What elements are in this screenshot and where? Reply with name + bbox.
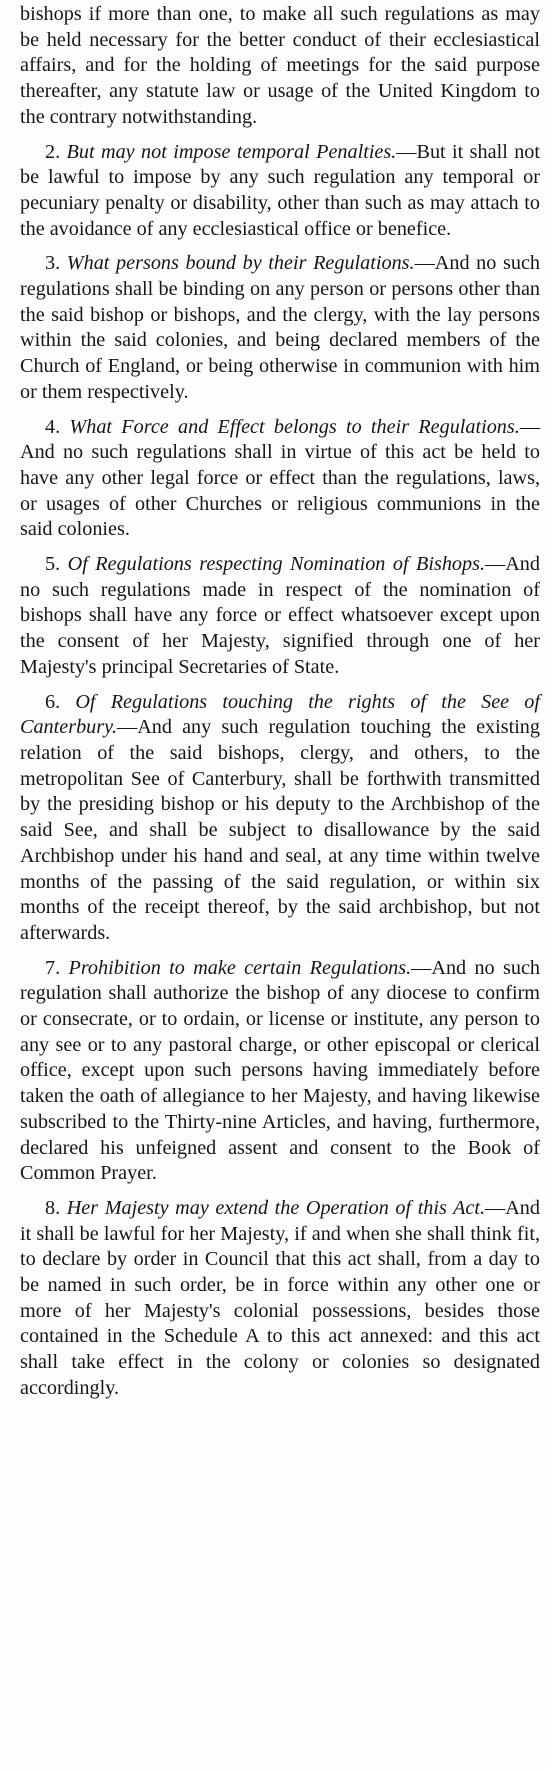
section-heading: Prohibition to make certain Regulations. bbox=[68, 956, 412, 979]
section-body: —And no such regulation shall authorize the bishop of any diocese to confirm or consecrate, or to ordain, or license or institute, any person to any see or to any pastoral charge, or other episcopal or clerical office, except upon such persons having immediately before taken the oath of allegiance to her Majesty, and having likewise subscribed to the Thirty-nine Articles, and having, furthermore, declared his unfeigned assent and consent to the Book of Common Prayer. bbox=[20, 956, 541, 1185]
section-6 bbox=[20, 690, 540, 947]
section-body: —And any such regulation touching the existing relation of the said bishops, clergy, and others, to the metropolitan See of Canterbury, shall be forthwith transmitted by the presiding bishop or his deputy to the Archbishop of the said See, and shall be subject to disallowance by the said Archbishop under his hand and seal, at any time within twelve months of the passing of the said regulation, or within six months of the receipt thereof, by the said archbishop, but not afterwards. bbox=[20, 716, 540, 944]
section-2 bbox=[20, 140, 540, 243]
section-number: 4. bbox=[45, 415, 61, 438]
section-number: 2. bbox=[45, 140, 61, 163]
section-number: 3. bbox=[45, 252, 61, 275]
section-heading: But may not impose temporal Penalties. bbox=[66, 140, 397, 163]
section-body: —And no such regulations shall in virtue of this act be held to have any other legal force or effect than the regulations, laws, or usages of other Churches or religious communions in the said colonies. bbox=[20, 415, 540, 541]
opening-paragraph bbox=[20, 2, 540, 131]
section-heading: Her Majesty may extend the Operation of this Act. bbox=[66, 1196, 486, 1219]
opening-text: bishops if more than one, to make all such regulations as may be held necessary for the better conduct of their ecclesiastical affairs, and for the holding of meetings for the said purpose thereafter, any statute law or usage of the United Kingdom to the contrary notwithstanding. bbox=[20, 3, 540, 128]
section-number: 7. bbox=[45, 956, 61, 979]
section-heading: What persons bound by their Regulations. bbox=[66, 252, 415, 275]
section-body: —And no such regulations made in respect of the nomination of bishops shall have any force or effect whatsoever except upon the consent of her Majesty, signified through one of her Majesty's principal Secretaries of State. bbox=[20, 553, 540, 678]
section-body: —And it shall be lawful for her Majesty, if and when she shall think fit, to declare by order in Council that this act shall, from a day to be named in such order, be in force within any other one or more of her Majesty's colonial possessions, besides those contained in the Schedule A to this act annexed: and this act shall take effect in the colony or colonies so designated accordingly. bbox=[20, 1196, 540, 1399]
section-heading: Of Regulations respecting Nomination of Bishops. bbox=[67, 553, 486, 576]
section-body: —But it shall not be lawful to impose by any such regulation any temporal or pecuniary penalty or disability, other than such as may attach to the avoidance of any ecclesiastical office or benefice. bbox=[20, 140, 541, 240]
section-3 bbox=[20, 251, 540, 405]
section-body: —And no such regulations shall be binding on any person or persons other than the said bishop or bishops, and the clergy, with the lay persons within the said colonies, and being declared members of the Church of England, or being otherwise in communion with him or them respectively. bbox=[20, 252, 541, 403]
section-8 bbox=[20, 1196, 540, 1402]
section-number: 6. bbox=[45, 690, 61, 713]
section-number: 8. bbox=[45, 1196, 61, 1219]
text-column bbox=[20, 2, 540, 1411]
section-7 bbox=[20, 956, 540, 1187]
section-number: 5. bbox=[45, 553, 61, 576]
section-heading: Of Regulations touching the rights of the See of Canterbury. bbox=[20, 690, 541, 739]
section-5 bbox=[20, 552, 540, 681]
section-heading: What Force and Effect belongs to their Regulations. bbox=[69, 415, 520, 438]
section-4 bbox=[20, 415, 540, 544]
